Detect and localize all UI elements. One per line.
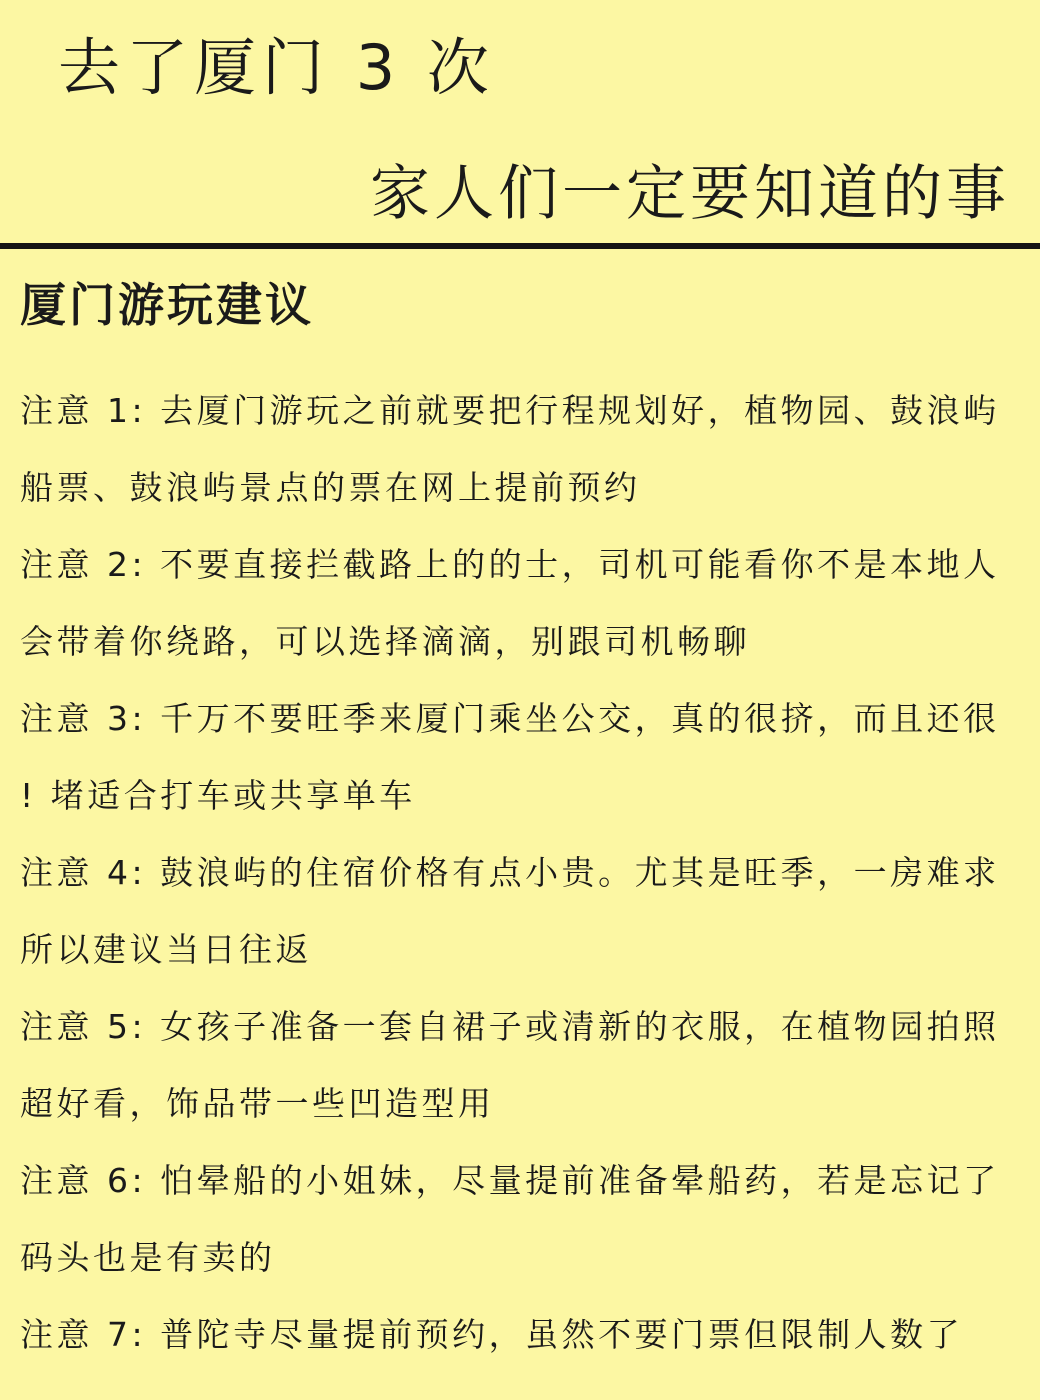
- note-5-line-2: 超好看，饰品带一些凹造型用: [20, 1084, 495, 1123]
- note-3-line-1: 注意 3: 千万不要旺季来厦门乘坐公交，真的很挤，而且还很: [20, 699, 1000, 738]
- title-line-2: 家人们一定要知道的事: [370, 159, 1010, 229]
- note-item-4: [20, 834, 1020, 988]
- note-6-line-1: 注意 6: 怕晕船的小姐妹，尽量提前准备晕船药，若是忘记了: [20, 1161, 1000, 1200]
- note-1-line-1: 注意 1: 去厦门游玩之前就要把行程规划好，植物园、鼓浪屿: [20, 391, 1000, 430]
- note-item-1: [20, 372, 1020, 526]
- note-item-6: [20, 1142, 1020, 1296]
- note-3-line-2: ! 堵适合打车或共享单车: [20, 776, 416, 815]
- title-line-1: 去了厦门 3 次: [58, 31, 495, 104]
- notes-list: [20, 372, 1020, 1373]
- note-7-line-1: 注意 7: 普陀寺尽量提前预约，虽然不要门票但限制人数了: [20, 1315, 964, 1354]
- note-4-line-1: 注意 4: 鼓浪屿的住宿价格有点小贵。尤其是旺季，一房难求: [20, 853, 1000, 892]
- note-6-line-2: 码头也是有卖的: [20, 1238, 276, 1277]
- header-divider: [0, 243, 1040, 249]
- note-item-3: [20, 680, 1020, 834]
- note-1-line-2: 船票、鼓浪屿景点的票在网上提前预约: [20, 468, 641, 507]
- note-item-7: [20, 1296, 1020, 1373]
- note-2-line-1: 注意 2: 不要直接拦截路上的的士，司机可能看你不是本地人: [20, 545, 1000, 584]
- note-5-line-1: 注意 5: 女孩子准备一套自裙子或清新的衣服，在植物园拍照: [20, 1007, 1000, 1046]
- note-item-2: [20, 526, 1020, 680]
- note-item-5: [20, 988, 1020, 1142]
- note-2-line-2: 会带着你绕路，可以选择滴滴，别跟司机畅聊: [20, 622, 750, 661]
- note-4-line-2: 所以建议当日往返: [20, 930, 312, 969]
- section-title: 厦门游玩建议: [20, 278, 314, 332]
